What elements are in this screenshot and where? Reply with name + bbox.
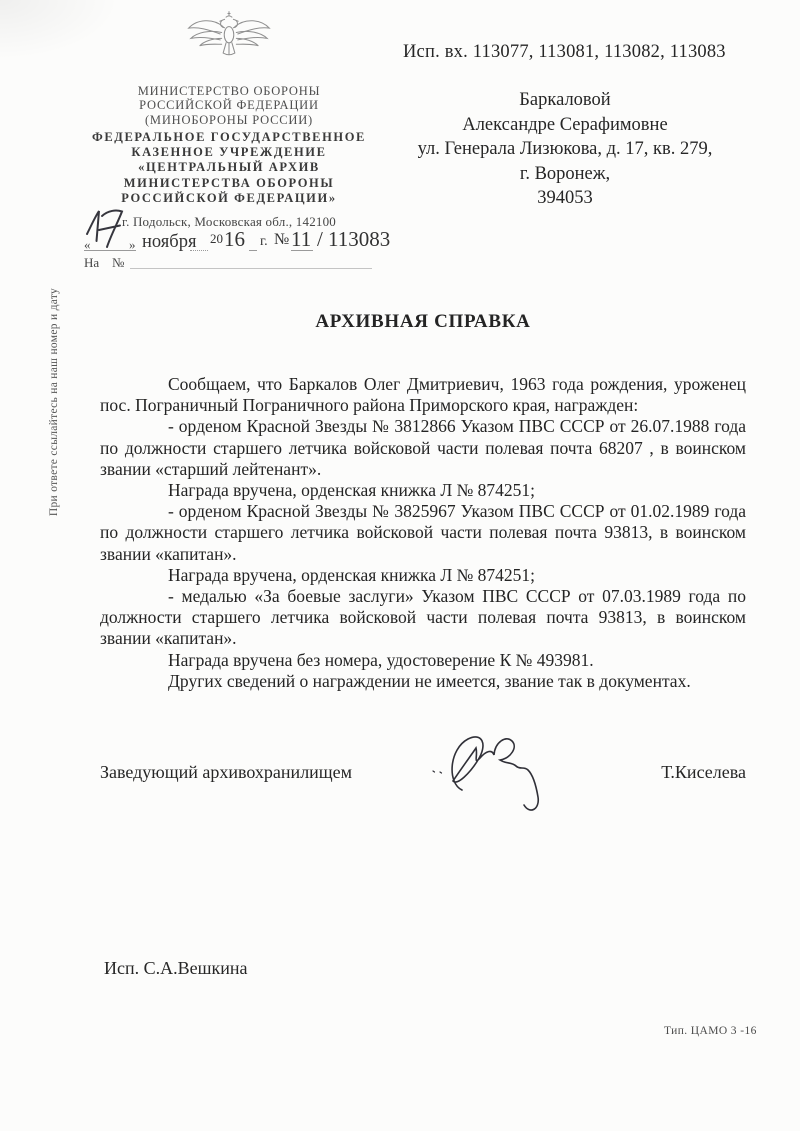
recipient-block	[400, 88, 730, 211]
body-paragraph: Награда вручена без номера, удостоверение К № 493981.	[168, 649, 594, 670]
doc-number-left: 11	[291, 227, 312, 251]
document-title: АРХИВНАЯ СПРАВКА	[315, 311, 531, 332]
body-paragraph: Награда вручена, орденская книжка Л № 874251;	[168, 480, 536, 501]
day-close-quote: »	[129, 237, 136, 252]
date-year-suffix: г.	[260, 234, 268, 249]
org-line: ФЕДЕРАЛЬНОЕ ГОСУДАРСТВЕННОЕ	[91, 130, 366, 144]
doc-number-sign: №	[274, 231, 290, 248]
archive-address-line: г. Подольск, Московская обл., 142100	[122, 214, 336, 229]
recipient-name: Александре Серафимовне	[462, 114, 668, 135]
body-paragraph: - орденом Красной Звезды № 3812866 Указом ПВС СССР от 26.07.1988 года по должности старшего летчика войсковой части полевая почта 68207 , в воинском звании «старший лейтенант».	[100, 416, 746, 479]
date-month: ноября	[142, 232, 197, 252]
recipient-surname: Баркаловой	[519, 90, 611, 110]
double-headed-eagle-icon	[185, 10, 273, 58]
org-line: РОССИЙСКОЙ ФЕДЕРАЦИИ»	[121, 190, 337, 205]
signer-position: Заведующий архивохранилищем	[100, 762, 353, 782]
doc-number-right: 113083	[328, 227, 391, 251]
body-paragraph: Других сведений о награждении не имеется, звание так в документах.	[168, 670, 691, 691]
signature-row	[100, 762, 746, 783]
doc-number-sep: /	[317, 227, 323, 251]
incoming-numbers-line: Исп. вх. 113077, 113081, 113082, 113083	[403, 42, 726, 62]
reference-label-no: №	[112, 255, 125, 270]
handwritten-day-icon	[80, 205, 136, 251]
executor-line: Исп. С.А.Вешкина	[104, 958, 248, 978]
ministry-line: МИНИСТЕРСТВО ОБОРОНЫ	[137, 84, 321, 98]
organization-name-block	[84, 130, 374, 206]
org-line: МИНИСТЕРСТВА ОБОРОНЫ	[123, 175, 335, 190]
date-century: 20	[210, 231, 223, 246]
body-paragraph: Награда вручена, орденская книжка Л № 874251;	[168, 564, 536, 585]
number-rule	[291, 250, 313, 251]
org-line: КАЗЕННОЕ УЧРЕЖДЕНИЕ	[131, 145, 327, 160]
handwritten-signature-icon	[426, 728, 566, 826]
ministry-line: РОССИЙСКОЙ ФЕДЕРАЦИИ	[139, 98, 319, 113]
month-year-rule	[190, 250, 208, 251]
reference-label-na: На	[84, 255, 100, 270]
org-line: «ЦЕНТРАЛЬНЫЙ АРХИВ	[138, 160, 320, 175]
recipient-city: г. Воронеж,	[519, 163, 611, 184]
ministry-name-block	[84, 84, 374, 127]
year-rule	[249, 250, 257, 251]
reference-underline	[130, 268, 372, 269]
recipient-postcode: 394053	[537, 188, 593, 209]
body-paragraph: Сообщаем, что Баркалов Олег Дмитриевич, 1963 года рождения, уроженец пос. Пограничный Пограничного района Приморского края, награжден:	[100, 374, 746, 416]
day-open-quote: «	[84, 237, 91, 252]
body-paragraph: - орденом Красной Звезды № 3825967 Указом ПВС СССР от 01.02.1989 года по должности старшего летчика войсковой части полевая почта 93813, в воинском звании «капитан».	[100, 501, 746, 564]
print-shop-mark: Тип. ЦАМО 3 -16	[664, 1025, 757, 1037]
date-year: 16	[224, 227, 245, 251]
signer-name: Т.Киселева	[661, 762, 746, 782]
ministry-line: (МИНОБОРОНЫ РОССИИ)	[144, 112, 314, 127]
document-body	[100, 374, 746, 692]
margin-note: При ответе ссылайтесь на наш номер и дату	[48, 287, 60, 517]
letterhead-emblem	[84, 10, 374, 58]
body-paragraph: - медалью «За боевые заслуги» Указом ПВС СССР от 07.03.1989 года по должности старшего летчика войсковой части полевая почта 93813, в воинском звании «капитан».	[100, 586, 746, 649]
recipient-street: ул. Генерала Лизюкова, д. 17, кв. 279,	[417, 139, 713, 160]
